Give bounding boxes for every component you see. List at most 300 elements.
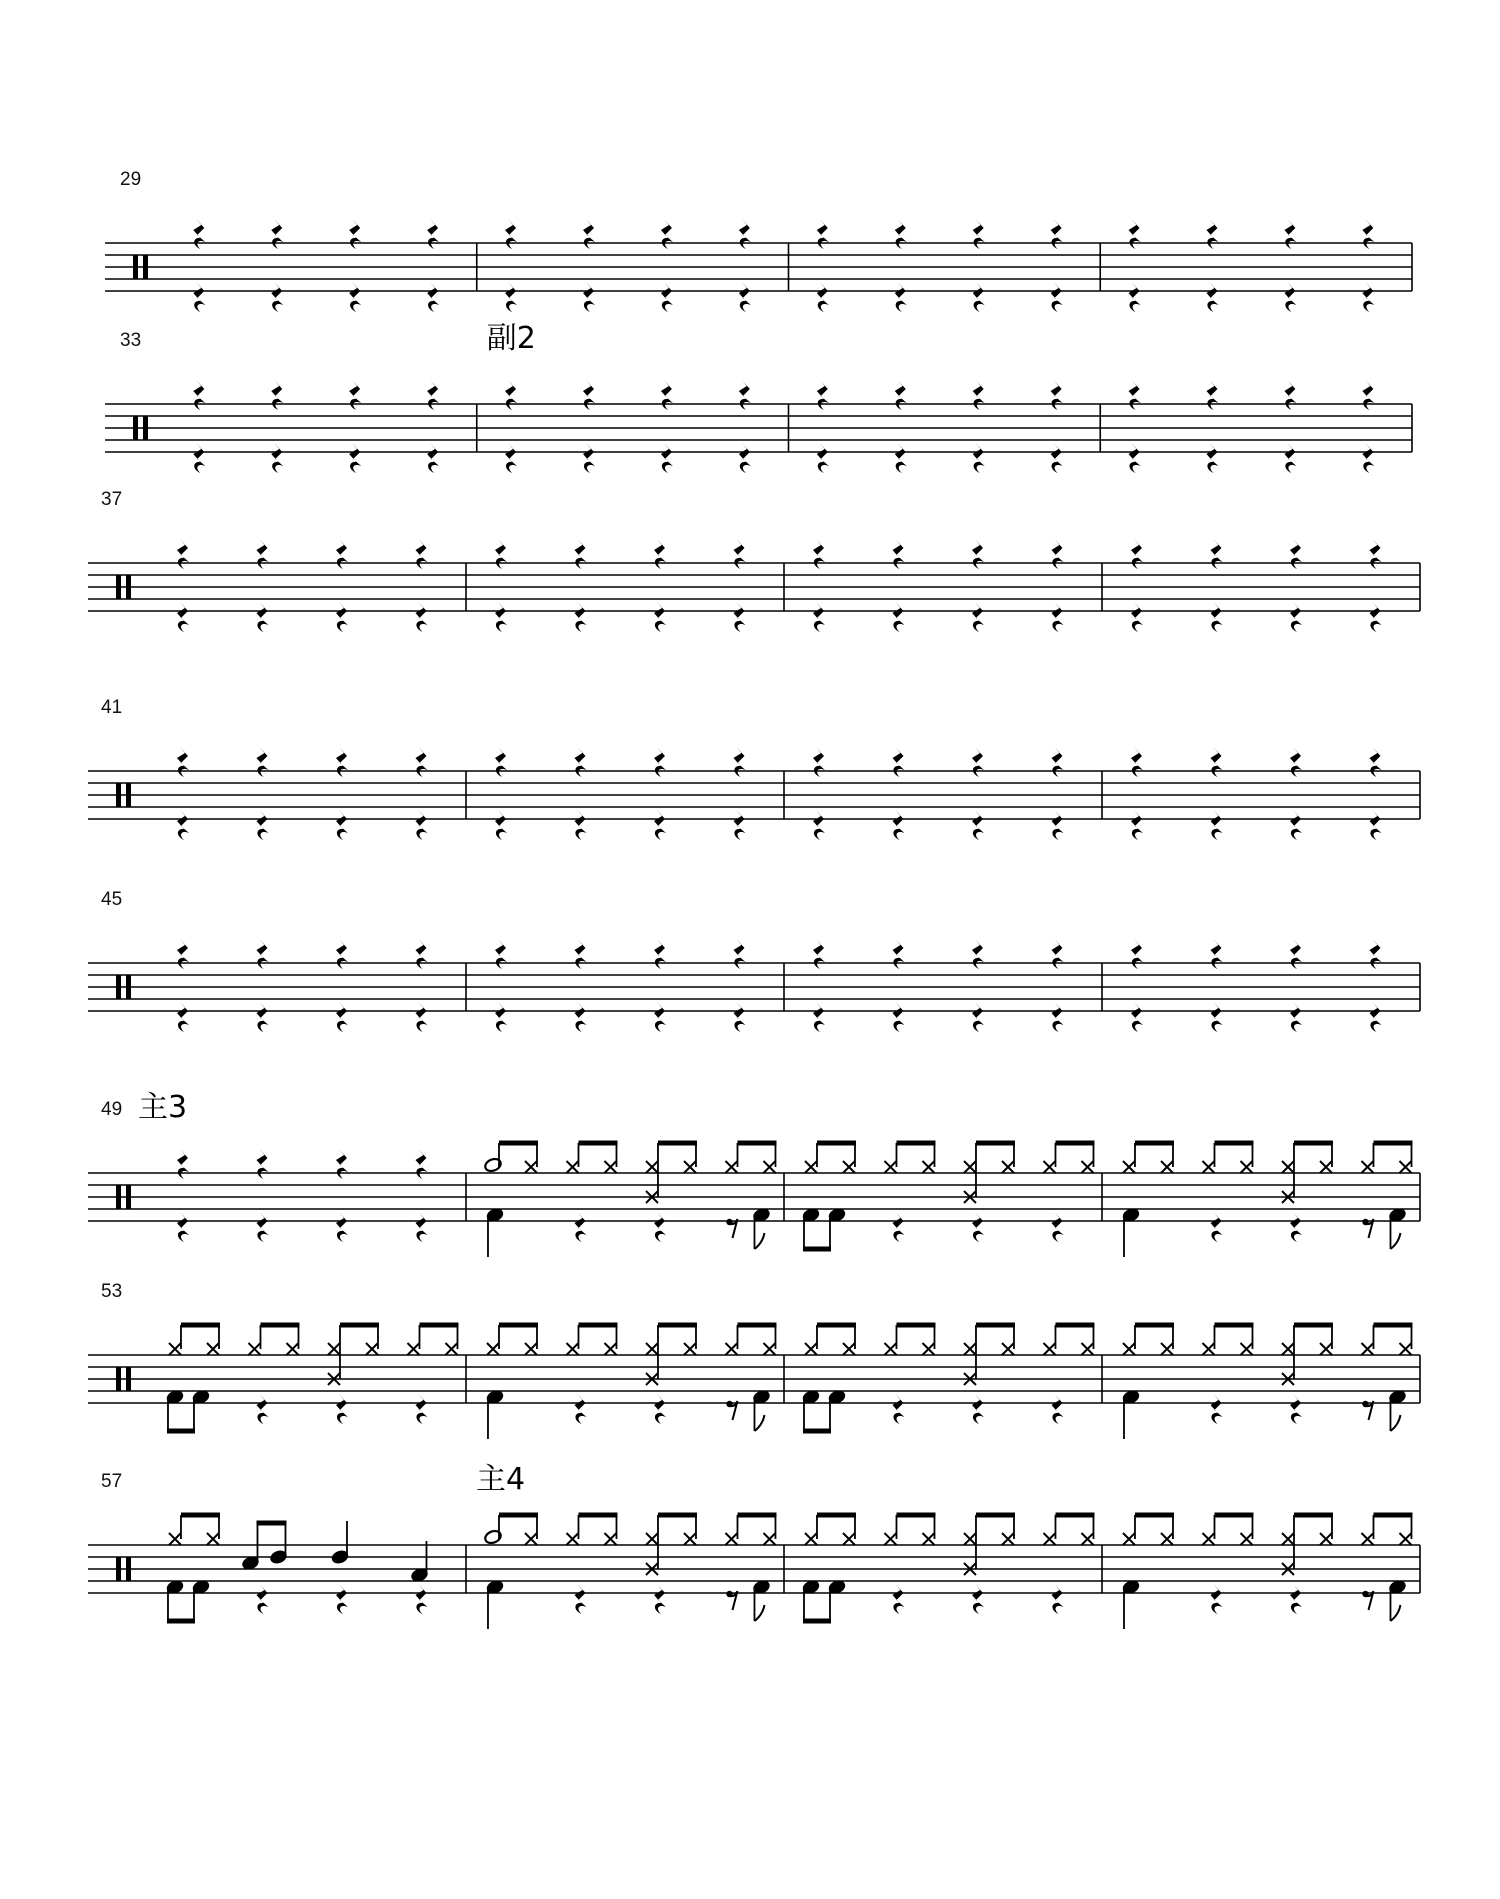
bass-drum-beam [167, 1429, 195, 1434]
eighth-flag [754, 1415, 764, 1431]
measure [483, 1513, 776, 1630]
hi-hat-beam [817, 1141, 856, 1146]
hi-hat-beam [499, 1141, 538, 1146]
hi-hat-note [763, 1533, 775, 1545]
hi-hat-note [1282, 1161, 1294, 1173]
lower-voice-quarter-rest [1369, 1002, 1381, 1032]
hi-hat-note [1282, 1343, 1294, 1355]
lower-voice-quarter-rest [574, 1394, 586, 1424]
measure [485, 1323, 776, 1440]
lower-voice-quarter-rest [654, 1394, 666, 1424]
lower-voice-quarter-rest [1290, 810, 1302, 840]
percussion-clef [126, 975, 131, 999]
hi-hat-note [884, 1343, 896, 1355]
rehearsal-mark: 主4 [476, 1462, 526, 1497]
lower-voice-quarter-rest [1290, 602, 1302, 632]
lower-voice-quarter-rest [336, 602, 348, 632]
percussion-clef [126, 575, 131, 599]
measure [801, 1513, 1094, 1624]
lower-voice-quarter-rest [336, 1394, 348, 1424]
lower-voice-quarter-rest [177, 1002, 189, 1032]
upper-voice-quarter-rest [1051, 219, 1063, 249]
hi-hat-beam [1294, 1141, 1333, 1146]
lower-voice-quarter-rest [495, 602, 507, 632]
lower-voice-quarter-rest [583, 443, 595, 473]
lower-voice-quarter-rest [415, 810, 427, 840]
upper-voice-quarter-rest [505, 219, 517, 249]
lower-voice-quarter-rest [661, 443, 673, 473]
hi-hat-note [725, 1533, 737, 1545]
measure-number: 45 [101, 889, 123, 910]
lower-voice-quarter-rest [583, 282, 595, 312]
lower-voice-quarter-rest [177, 602, 189, 632]
eighth-flag [1390, 1415, 1400, 1431]
percussion-clef [126, 783, 131, 807]
hi-hat-note [843, 1533, 855, 1545]
tom-beam [256, 1521, 286, 1526]
upper-voice-quarter-rest [1290, 939, 1302, 969]
lower-voice-quarter-rest [817, 282, 829, 312]
lower-voice-quarter-rest [256, 602, 268, 632]
hi-hat-note [328, 1343, 340, 1355]
measure [495, 747, 745, 840]
hi-hat-beam [737, 1513, 776, 1518]
percussion-clef [126, 1185, 131, 1209]
lower-voice-quarter-rest [654, 1584, 666, 1614]
hi-hat-note [1123, 1343, 1135, 1355]
bass-drum-beam [167, 1619, 195, 1624]
lower-voice-quarter-rest [972, 1212, 984, 1242]
measure [813, 539, 1064, 632]
lower-voice-quarter-rest [256, 1584, 268, 1614]
lower-voice-quarter-rest [813, 602, 825, 632]
hi-hat-note [566, 1533, 578, 1545]
lower-voice-quarter-rest [972, 1584, 984, 1614]
hi-hat-beam [896, 1323, 935, 1328]
upper-voice-quarter-rest [495, 939, 507, 969]
lower-voice-quarter-rest [892, 1002, 904, 1032]
hi-hat-note [566, 1161, 578, 1173]
hi-hat-note [964, 1343, 976, 1355]
hi-hat-note [525, 1533, 537, 1545]
upper-voice-quarter-rest [495, 747, 507, 777]
upper-voice-quarter-rest [1206, 380, 1218, 410]
lower-voice-quarter-rest [972, 602, 984, 632]
upper-voice-quarter-rest [256, 539, 268, 569]
measure [495, 939, 745, 1032]
lower-voice-quarter-rest [895, 443, 907, 473]
hi-hat-note [964, 1533, 976, 1545]
upper-voice-quarter-rest [733, 539, 745, 569]
lower-voice-quarter-rest [1210, 1212, 1222, 1242]
lower-voice-quarter-rest [1206, 443, 1218, 473]
upper-voice-quarter-rest [177, 1149, 189, 1179]
measure [813, 747, 1064, 840]
upper-voice-quarter-rest [892, 539, 904, 569]
upper-voice-quarter-rest [1284, 219, 1296, 249]
systems-layer [88, 169, 1420, 1629]
lower-voice-quarter-rest [973, 282, 985, 312]
hi-hat-note [1202, 1343, 1214, 1355]
hi-hat-note [1282, 1533, 1294, 1545]
lower-voice-quarter-rest [739, 282, 751, 312]
bass-drum-beam [803, 1429, 831, 1434]
lower-voice-quarter-rest [495, 1002, 507, 1032]
hi-hat-note [487, 1343, 499, 1355]
lower-voice-quarter-rest [1131, 1002, 1143, 1032]
measure-number: 33 [120, 330, 142, 351]
hi-hat-beam [1214, 1323, 1253, 1328]
lower-voice-quarter-rest [1290, 1212, 1302, 1242]
lower-voice-quarter-rest [817, 443, 829, 473]
upper-voice-quarter-rest [256, 939, 268, 969]
upper-voice-quarter-rest [271, 219, 283, 249]
hi-hat-note [1002, 1343, 1014, 1355]
upper-voice-quarter-rest [1210, 939, 1222, 969]
hi-hat-note [525, 1343, 537, 1355]
upper-voice-quarter-rest [817, 380, 829, 410]
upper-voice-quarter-rest [654, 539, 666, 569]
lower-voice-quarter-rest [415, 1584, 427, 1614]
upper-voice-quarter-rest [415, 1149, 427, 1179]
hi-hat-note [1123, 1533, 1135, 1545]
hi-hat-note [169, 1343, 181, 1355]
hi-hat-beam [976, 1323, 1015, 1328]
lower-voice-quarter-rest [1051, 1394, 1063, 1424]
hi-hat-note [646, 1533, 658, 1545]
hi-hat-note [805, 1161, 817, 1173]
hi-hat-note [248, 1343, 260, 1355]
upper-voice-quarter-rest [654, 747, 666, 777]
hi-hat-beam [1055, 1323, 1094, 1328]
percussion-clef [143, 255, 148, 279]
hi-hat-note [1081, 1343, 1093, 1355]
hi-hat-note [1361, 1533, 1373, 1545]
lower-voice-quarter-rest [1369, 602, 1381, 632]
lower-voice-quarter-rest [1210, 810, 1222, 840]
hi-hat-beam [658, 1323, 697, 1328]
hi-hat-beam [658, 1141, 697, 1146]
lower-voice-quarter-rest [1131, 602, 1143, 632]
hi-hat-note [1399, 1533, 1411, 1545]
upper-voice-quarter-rest [256, 747, 268, 777]
lower-voice-quarter-rest [271, 282, 283, 312]
lower-voice-quarter-rest [973, 443, 985, 473]
upper-voice-quarter-rest [1051, 539, 1063, 569]
lower-voice-quarter-rest [1369, 810, 1381, 840]
hi-hat-note [604, 1343, 616, 1355]
lower-voice-quarter-rest [1290, 1394, 1302, 1424]
measure [1131, 747, 1382, 840]
hi-hat-beam [1055, 1513, 1094, 1518]
upper-voice-quarter-rest [415, 747, 427, 777]
upper-voice-quarter-rest [177, 539, 189, 569]
measure [1131, 539, 1382, 632]
eighth-flag [1390, 1605, 1400, 1621]
hi-hat-note [1002, 1533, 1014, 1545]
hi-hat-note [1081, 1533, 1093, 1545]
hi-hat-note [525, 1161, 537, 1173]
hi-hat-beam [976, 1513, 1015, 1518]
hi-hat-beam [976, 1141, 1015, 1146]
lower-voice-quarter-rest [427, 282, 439, 312]
hi-hat-note [922, 1533, 934, 1545]
upper-voice-quarter-rest [336, 747, 348, 777]
lower-voice-quarter-rest [1284, 282, 1296, 312]
hi-hat-note [646, 1161, 658, 1173]
hi-hat-note [884, 1533, 896, 1545]
lower-voice-quarter-rest [739, 443, 751, 473]
upper-voice-quarter-rest [1131, 939, 1143, 969]
upper-voice-quarter-rest [574, 539, 586, 569]
lower-voice-quarter-rest [177, 1212, 189, 1242]
upper-voice-quarter-rest [1290, 747, 1302, 777]
upper-voice-quarter-rest [427, 219, 439, 249]
upper-voice-quarter-rest [973, 380, 985, 410]
upper-voice-quarter-rest [895, 380, 907, 410]
lower-voice-quarter-rest [892, 602, 904, 632]
lower-voice-quarter-rest [177, 810, 189, 840]
upper-voice-quarter-rest [583, 380, 595, 410]
hi-hat-note [964, 1161, 976, 1173]
upper-voice-quarter-rest [972, 939, 984, 969]
hi-hat-note [805, 1343, 817, 1355]
hi-hat-beam [817, 1323, 856, 1328]
lower-voice-quarter-rest [427, 443, 439, 473]
eighth-flag [754, 1233, 764, 1249]
lower-voice-quarter-rest [654, 1002, 666, 1032]
percussion-clef [143, 416, 148, 440]
hi-hat-note [207, 1533, 219, 1545]
measure [817, 219, 1063, 312]
measure [1121, 1141, 1412, 1258]
measure [495, 539, 745, 632]
lower-voice-quarter-rest [892, 1394, 904, 1424]
measure [505, 380, 751, 473]
upper-voice-quarter-rest [1369, 747, 1381, 777]
upper-voice-quarter-rest [415, 939, 427, 969]
measure-number: 41 [101, 697, 123, 718]
upper-voice-quarter-rest [1290, 539, 1302, 569]
measure [801, 1323, 1094, 1434]
lower-voice-quarter-rest [271, 443, 283, 473]
lower-voice-quarter-rest [1051, 602, 1063, 632]
lower-voice-quarter-rest [1362, 443, 1374, 473]
hi-hat-note [1202, 1161, 1214, 1173]
lower-voice-quarter-rest [336, 1212, 348, 1242]
lower-voice-quarter-rest [733, 602, 745, 632]
percussion-clef [116, 975, 121, 999]
upper-voice-quarter-rest [654, 939, 666, 969]
lower-voice-quarter-rest [1051, 443, 1063, 473]
measure [817, 380, 1063, 473]
upper-voice-quarter-rest [1284, 380, 1296, 410]
hi-hat-note [1320, 1533, 1332, 1545]
lower-voice-quarter-rest [1129, 443, 1141, 473]
lower-voice-quarter-rest [256, 810, 268, 840]
upper-voice-quarter-rest [1051, 380, 1063, 410]
upper-voice-quarter-rest [1210, 539, 1222, 569]
hi-hat-beam [499, 1323, 538, 1328]
hi-hat-note [286, 1343, 298, 1355]
upper-voice-quarter-rest [813, 747, 825, 777]
hi-hat-beam [1055, 1141, 1094, 1146]
lower-voice-quarter-rest [349, 443, 361, 473]
upper-voice-quarter-rest [574, 939, 586, 969]
hi-hat-beam [181, 1323, 220, 1328]
hi-hat-note [1240, 1343, 1252, 1355]
hi-hat-note [207, 1343, 219, 1355]
lower-voice-quarter-rest [574, 810, 586, 840]
measure [1121, 1513, 1412, 1630]
hi-hat-note [1240, 1533, 1252, 1545]
lower-voice-quarter-rest [1051, 282, 1063, 312]
upper-voice-quarter-rest [177, 747, 189, 777]
upper-voice-quarter-rest [817, 219, 829, 249]
lower-voice-quarter-rest [1131, 810, 1143, 840]
measure-number: 57 [101, 1471, 123, 1492]
measure [177, 539, 428, 632]
percussion-clef [116, 1185, 121, 1209]
upper-voice-quarter-rest [1369, 939, 1381, 969]
lower-voice-quarter-rest [336, 1584, 348, 1614]
upper-voice-quarter-rest [813, 539, 825, 569]
lower-voice-quarter-rest [1210, 602, 1222, 632]
lower-voice-quarter-rest [895, 282, 907, 312]
hi-hat-note [1123, 1161, 1135, 1173]
lower-voice-quarter-rest [256, 1002, 268, 1032]
staff-system [88, 889, 1420, 1032]
hi-hat-note [1161, 1533, 1173, 1545]
upper-voice-quarter-rest [177, 939, 189, 969]
staff-system [105, 321, 1412, 473]
lower-voice-quarter-rest [654, 810, 666, 840]
lower-voice-quarter-rest [654, 1212, 666, 1242]
upper-voice-quarter-rest [1362, 219, 1374, 249]
lower-voice-quarter-rest [415, 1002, 427, 1032]
measure [1129, 380, 1375, 473]
hi-hat-beam [1373, 1323, 1412, 1328]
hi-hat-beam [578, 1323, 617, 1328]
upper-voice-quarter-rest [271, 380, 283, 410]
hi-hat-beam [1214, 1513, 1253, 1518]
upper-voice-quarter-rest [427, 380, 439, 410]
eighth-flag [1390, 1233, 1400, 1249]
lower-voice-quarter-rest [415, 1394, 427, 1424]
lower-voice-quarter-rest [505, 282, 517, 312]
lower-voice-quarter-rest [1290, 1584, 1302, 1614]
upper-voice-quarter-rest [661, 219, 673, 249]
lower-voice-quarter-rest [972, 810, 984, 840]
staff-system [105, 169, 1412, 312]
hi-hat-beam [817, 1513, 856, 1518]
percussion-clef [116, 1557, 121, 1581]
hi-hat-beam [737, 1323, 776, 1328]
hi-hat-note [407, 1343, 419, 1355]
hi-hat-note [366, 1343, 378, 1355]
lower-voice-quarter-rest [574, 1584, 586, 1614]
measure [483, 1141, 776, 1258]
lower-voice-quarter-rest [1210, 1584, 1222, 1614]
upper-voice-quarter-rest [336, 539, 348, 569]
hi-hat-note [763, 1343, 775, 1355]
hi-hat-note [1202, 1533, 1214, 1545]
lower-voice-quarter-rest [1210, 1002, 1222, 1032]
measure [165, 1323, 458, 1434]
rehearsal-mark: 副2 [486, 321, 536, 356]
measure [1131, 939, 1382, 1032]
upper-voice-quarter-rest [349, 380, 361, 410]
upper-voice-quarter-rest [739, 380, 751, 410]
lower-voice-quarter-rest [972, 1002, 984, 1032]
hi-hat-note [843, 1343, 855, 1355]
hi-hat-beam [896, 1513, 935, 1518]
lower-voice-quarter-rest [336, 810, 348, 840]
staff-system [88, 1462, 1420, 1629]
hi-hat-note [566, 1343, 578, 1355]
lower-voice-quarter-rest [813, 810, 825, 840]
upper-voice-quarter-rest [661, 380, 673, 410]
lower-voice-quarter-rest [256, 1394, 268, 1424]
lower-voice-quarter-rest [733, 810, 745, 840]
measure [165, 1513, 429, 1624]
bass-drum-beam [803, 1247, 831, 1252]
upper-voice-quarter-rest [336, 939, 348, 969]
lower-voice-quarter-rest [1290, 1002, 1302, 1032]
upper-voice-quarter-rest [733, 747, 745, 777]
upper-voice-quarter-rest [349, 219, 361, 249]
staff-system [88, 1281, 1420, 1439]
hi-hat-note [922, 1161, 934, 1173]
upper-voice-quarter-rest [739, 219, 751, 249]
hi-hat-beam [1135, 1323, 1174, 1328]
hi-hat-note [1043, 1343, 1055, 1355]
lower-voice-quarter-rest [574, 602, 586, 632]
hi-hat-note [1361, 1161, 1373, 1173]
hi-hat-note [725, 1161, 737, 1173]
measure [177, 747, 428, 840]
hi-hat-beam [419, 1323, 458, 1328]
hi-hat-note [1361, 1343, 1373, 1355]
measure [1121, 1323, 1412, 1440]
hi-hat-note [922, 1343, 934, 1355]
hi-hat-note [1161, 1343, 1173, 1355]
lower-voice-quarter-rest [1051, 1584, 1063, 1614]
lower-voice-quarter-rest [1051, 810, 1063, 840]
hi-hat-note [1240, 1161, 1252, 1173]
hi-hat-note [1161, 1161, 1173, 1173]
hi-hat-note [805, 1533, 817, 1545]
upper-voice-quarter-rest [1206, 219, 1218, 249]
hi-hat-note [1399, 1161, 1411, 1173]
upper-voice-quarter-rest [1210, 747, 1222, 777]
lower-voice-quarter-rest [813, 1002, 825, 1032]
percussion-clef [116, 783, 121, 807]
hi-hat-beam [737, 1141, 776, 1146]
upper-voice-quarter-rest [892, 939, 904, 969]
bass-drum-beam [803, 1619, 831, 1624]
hi-hat-note [763, 1161, 775, 1173]
percussion-clef [126, 1367, 131, 1391]
upper-voice-quarter-rest [1131, 747, 1143, 777]
upper-voice-quarter-rest [733, 939, 745, 969]
upper-voice-quarter-rest [193, 380, 205, 410]
upper-voice-quarter-rest [973, 219, 985, 249]
hi-hat-note [684, 1161, 696, 1173]
lower-voice-quarter-rest [1051, 1002, 1063, 1032]
upper-voice-quarter-rest [972, 539, 984, 569]
percussion-clef [126, 1557, 131, 1581]
